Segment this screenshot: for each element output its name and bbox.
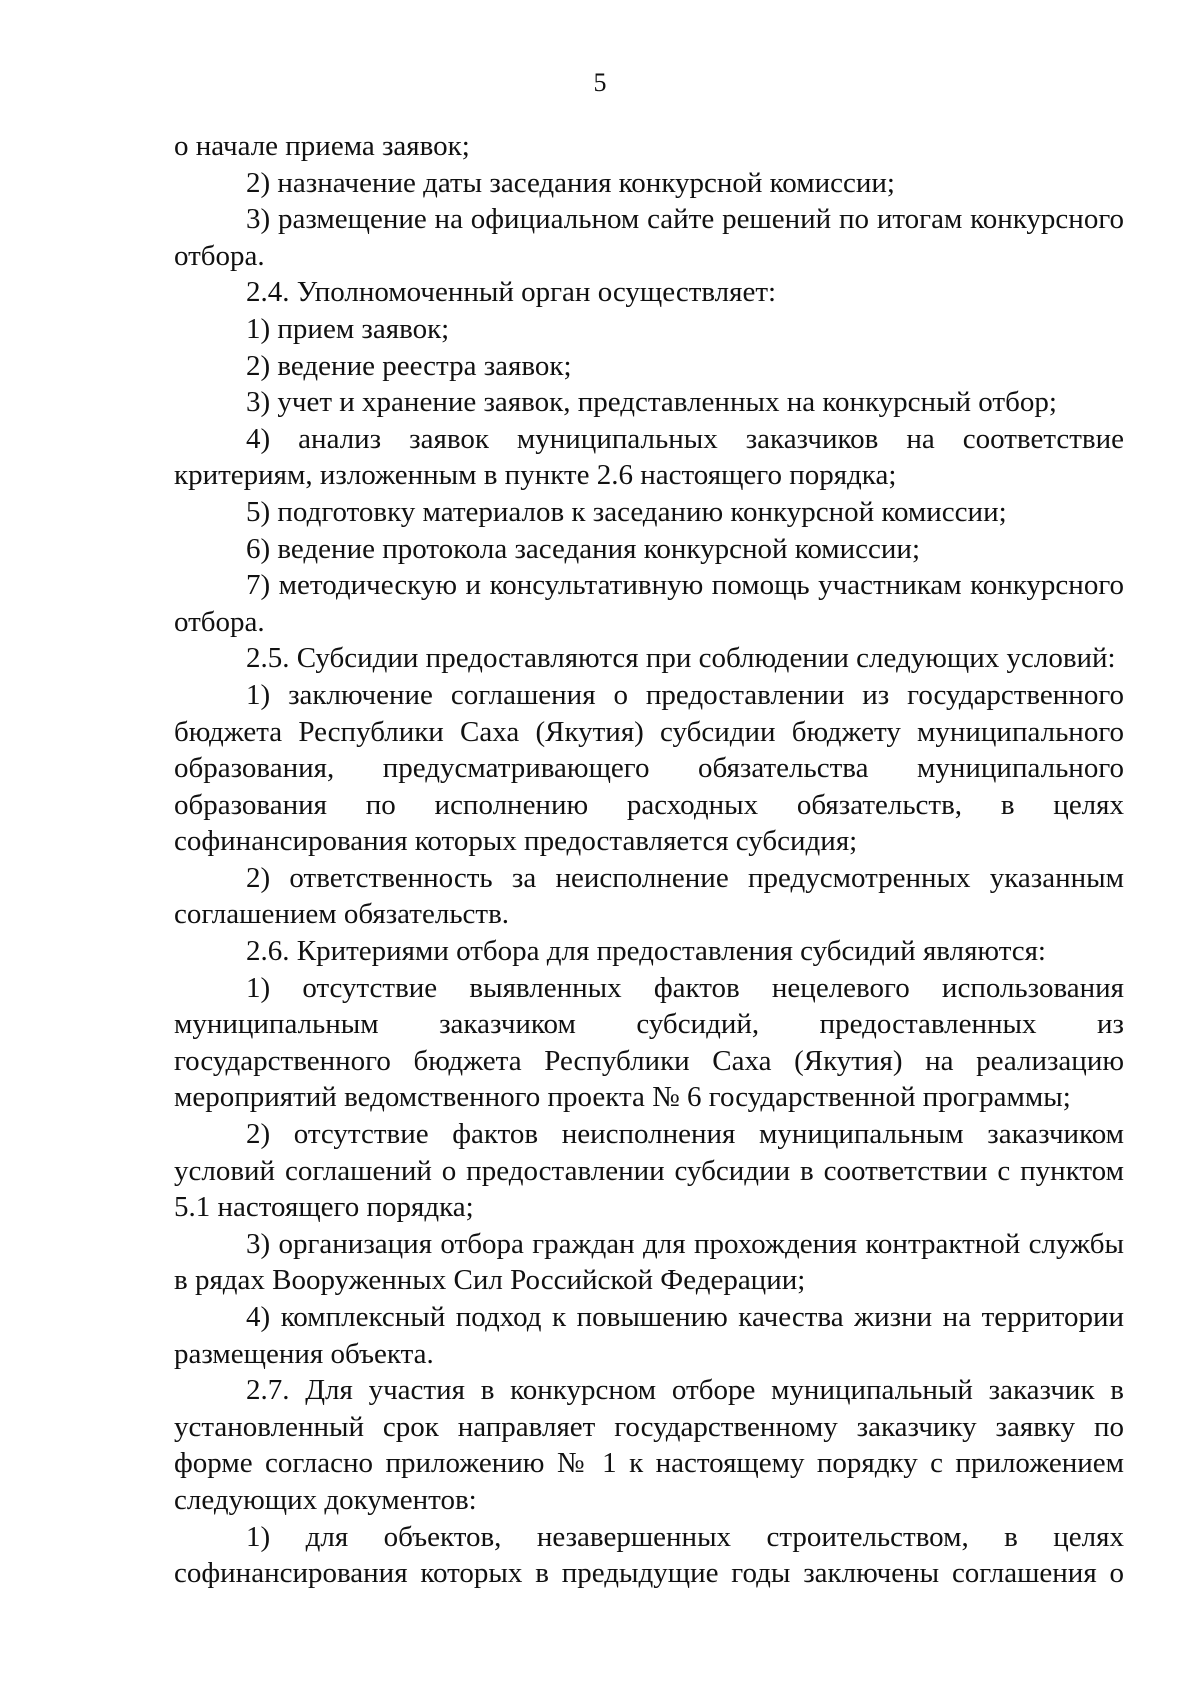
- paragraph: 2.4. Уполномоченный орган осуществляет:: [246, 276, 777, 309]
- body-text: [174, 128, 1124, 1592]
- paragraph: 3) учет и хранение заявок, представленных на конкурсный отбор;: [246, 386, 1057, 419]
- paragraph: 2) ведение реестра заявок;: [246, 349, 572, 382]
- paragraph: 2.7. Для участия в конкурсном отборе муниципальный заказчик в установленный срок направляет государственному заказчику заявку по форме согласно приложению № 1 к настоящему порядку с приложением следующих документов:: [174, 1374, 1124, 1516]
- paragraph: 6) ведение протокола заседания конкурсной комиссии;: [246, 532, 921, 565]
- paragraph: 1) для объектов, незавершенных строительством, в целях софинансирования которых в предыдущие годы заключены соглашения о: [174, 1520, 1124, 1590]
- paragraph: 1) заключение соглашения о предоставлении из государственного бюджета Республики Саха (Якутия) субсидии бюджету муниципального образования, предусматривающего обязательства муниципального образования по исполнению расходных обязательств, в целях софинансирования которых предоставляется субсидия;: [174, 678, 1124, 858]
- paragraph: 7) методическую и консультативную помощь участникам конкурсного отбора.: [174, 569, 1124, 638]
- paragraph: 1) прием заявок;: [246, 312, 450, 345]
- paragraph: 2) назначение даты заседания конкурсной комиссии;: [246, 166, 895, 199]
- paragraph: 4) комплексный подход к повышению качества жизни на территории размещения объекта.: [174, 1301, 1124, 1370]
- page-number: 5: [593, 68, 607, 97]
- paragraph: 1) отсутствие выявленных фактов нецелевого использования муниципальным заказчиком субсидий, предоставленных из государственного бюджета Республики Саха (Якутия) на реализацию мероприятий ведомственного проекта № 6 государственной программы;: [174, 971, 1124, 1114]
- paragraph: 5) подготовку материалов к заседанию конкурсной комиссии;: [246, 495, 1007, 528]
- paragraph: 3) размещение на официальном сайте решений по итогам конкурсного отбора.: [174, 203, 1124, 272]
- paragraph: 2.6. Критериями отбора для предоставления субсидий являются:: [246, 935, 1046, 968]
- paragraph: 3) организация отбора граждан для прохождения контрактной службы в рядах Вооруженных Сил Российской Федерации;: [174, 1227, 1124, 1297]
- paragraph: 4) анализ заявок муниципальных заказчиков на соответствие критериям, изложенным в пункте 2.6 настоящего порядка;: [174, 422, 1124, 492]
- paragraph: 2) ответственность за неисполнение предусмотренных указанным соглашением обязательств.: [174, 861, 1124, 931]
- paragraph: 2.5. Субсидии предоставляются при соблюдении следующих условий:: [246, 642, 1116, 675]
- paragraph: о начале приема заявок;: [174, 130, 470, 162]
- paragraph: 2) отсутствие фактов неисполнения муниципальным заказчиком условий соглашений о предоставлении субсидии в соответствии с пунктом 5.1 настоящего порядка;: [174, 1118, 1124, 1224]
